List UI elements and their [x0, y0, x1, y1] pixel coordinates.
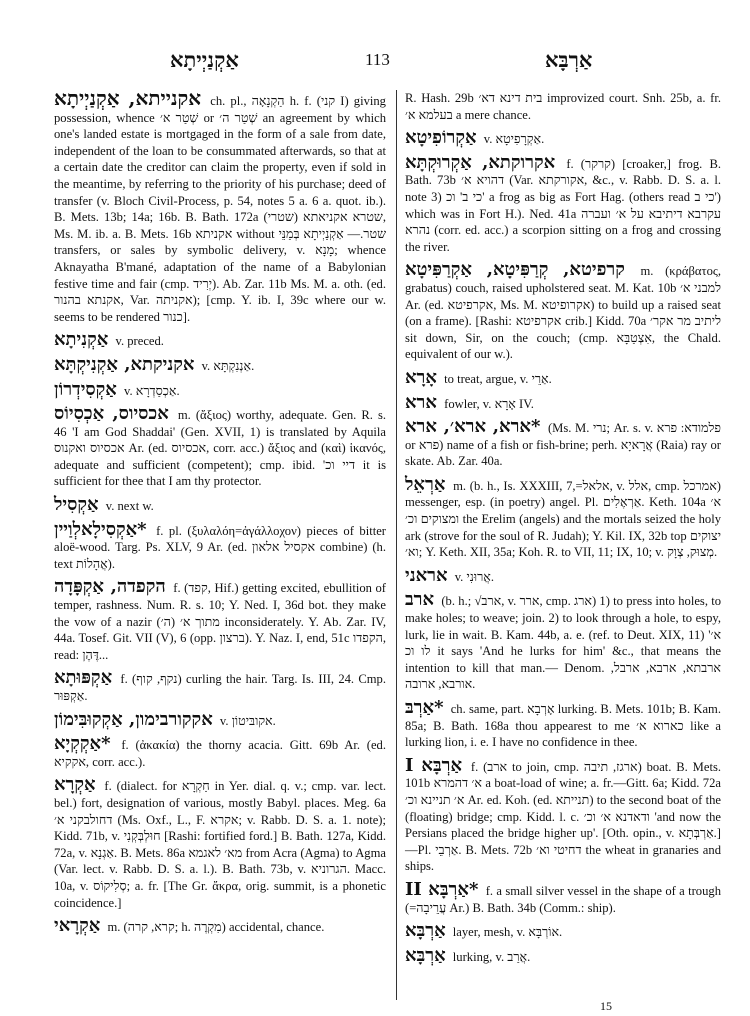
dictionary-entry	[405, 697, 722, 751]
headword: אַקְרָאי	[54, 915, 101, 937]
headword: אַקְרָא	[54, 774, 96, 796]
entry-text: f. (נקף, קוף) curling the hair. Targ. Is. III, 24. Cmp. אַקְפּוּר.	[54, 672, 386, 703]
right-column	[396, 90, 721, 1000]
entry-text: lurking, v. אֲרַב.	[452, 949, 531, 964]
headword: אַקְפּוּתָא	[54, 667, 113, 689]
dictionary-entry	[54, 915, 386, 937]
headword: אַקְנִיתָא	[54, 329, 109, 351]
headword: *אַקְסִילָאלְוַיין	[54, 518, 147, 540]
headword: אקקורבימון, אַקְקוּבִּימוֹן	[54, 708, 213, 730]
entry-text: ch. same, part. אָרְבָא lurking. B. Mets. 101b; B. Kam. 85a; B. Bath. 168a thou appearest to me כארוא א׳ like a lurking lion, i. e. I have no confidence in thee.	[405, 702, 722, 750]
entry-text: v. אֲרוּנִי.	[454, 569, 494, 584]
headword: אכסיוס, אַכְסִיוֹס	[54, 403, 169, 425]
entry-text: f. (dialect. for חַקְרָא in Yer. dial. q. v.; cmp. var. lect. bel.) fort, designation of various, mostly Babyl. places. Meg. 6a דחולבקני א׳ (Ms. Oxf., L., F. אקרא; v. Rabb. D. S. a. 1. note); Kidd. 71b, v. חוּלְבְּקְנִי [Rashi: fortified ford.] B. Bath. 127a, Kidd. 72a, v. אַגְנָא. B. Mets. 86a מא׳ לאגמא from Acra (Agma) to Agma (Var. lect. v. Rabb. D. S. a. l.). B. Bath. 73b, v. הגרוניא. Macc. 10a, v. סְלִיקוֹס; a. fr. [The Gr. ἄκρα, orig. summit, is a phonetic coincidence.]	[54, 779, 387, 910]
headword: אָרָא	[405, 366, 437, 388]
entry-text: m. (קרא, קרה; h. מִקְרֶה) accidental, chance.	[107, 920, 325, 935]
headword: אראני	[405, 564, 448, 586]
dictionary-entry	[54, 667, 386, 704]
headword: קרפיטא, קְרַפִּיטָא, אַקְרַפִּיטָא	[405, 259, 625, 281]
entry-text: v. אַנְנִקְתָּא.	[201, 358, 255, 373]
entry-text: ch. pl., הַקְנָאָה h. f. (קני I) giving possession, whence שְׁטַר א׳ or שְׁטַר ה׳ an agreement by which one's landed estate is mortgaged in the form of a sale from date, independent of the loan to be consummated afterwards, so that at a certain date the creditor can claim the property, even if sold in the meantime, by referring to the priority of his purchase; deed of transfer (v. Bloch Civil-Process, p. 54, notes 5 a. 6 a. quot. ib.). B. Mets. 13b; 14a; 16b. B. Bath. 172a שטרא אקניאתא (שטרי), Ms. M. ib. a. B. Mets. 16b אקניתא without שטר.— אַקְנַיְיתָא בְּמַנֵּי transfers, or sales by symbolic delivery, v. מָנָא; whence Aknayatha B'mané, adaptation of the name of a Babylonian festive time and fair (cmp. יְרִיד). Ab. Zar. 11b Ms. M. a. oth. (ed. אקנתא בהנור, Var. אקניתה); [cmp. Y. ib. I, 39c where our w. seems to be rendered כנור].	[54, 94, 387, 324]
entry-text: f. pl. (ξυλαλόη=ἀγάλλοχον) pieces of bitter aloë-wood. Targ. Ps. XLV, 9 Ar. (ed. אקסיל אלאון combine) (h. text אֲהָלוֹת).	[54, 523, 386, 571]
entry-text: f. (ἀκακία) the thorny acacia. Gitt. 69b Ar. (ed. אקקיא, corr. acc.).	[54, 738, 386, 769]
headword: אַרְאֵל	[405, 473, 446, 495]
headword: *ארא, ארא׳, ארא	[405, 416, 541, 438]
headword: *אַרְבּ	[405, 697, 444, 718]
signature-mark: 15	[600, 999, 612, 1013]
right-guide-word: אַרְבָּא	[545, 48, 593, 72]
dictionary-entry	[54, 576, 387, 663]
dictionary-entry	[405, 127, 721, 149]
headword: אַקְסִידְרוֹן	[54, 378, 117, 400]
entry-text: f. (ארב to join, cmp. ארגז, תיבה) boat. B. Mets. 101b א׳ דהמרא a boat-load of wine; a. fr.—Gitt. 6a; Kidd. 72a א׳ תניינא וכ׳ Ar. ed. Koh. (ed. תנייתא) to the second boat of the (floating) bridge; cmp. Kidd. l. c. ודאדנא א׳ וכ׳ 'and now the Persians placed the bridge higher up'. [Oth. opin., v. אַרְבְּתָא.]—Pl. אַרְבֵי. B. Mets. 72b דחיטי וא׳ the wheat in granaries and ships.	[405, 759, 722, 874]
dictionary-entry	[405, 473, 722, 561]
entry-text: f. (קפד, Hif.) getting excited, ebullition of temper, rashness. Num. R. s. 10; Y. Ned. I, 36d bot. they make the vow of a nazir (ה׳) מתוך א׳ inconsiderately. Y. Ab. Zar. IV, 44a. Tosef. Git. VII (V), 6 (opp. ברצון). Y. Naz. I, end, 51c הקפדו, read: דֶּהֶן...	[54, 581, 387, 662]
headword: אַרְבָּא I	[405, 754, 463, 776]
headword: *אַקְקְיָא	[54, 733, 111, 755]
dictionary-entry	[54, 708, 386, 730]
dictionary-entry	[54, 774, 387, 911]
entry-text: R. Hash. 29b בית דינא דא׳ improvized court. Snh. 25b, a. fr. בעלמא א׳ a mere chance.	[405, 91, 722, 122]
entry-text: (b. h.; √ארב, v. ארר, cmp. ארג) 1) to press into holes, to make holes; to weave; join. 2) to look through a hole, to espy, lurk, lie in wait. B. Kam. 44b, a. e. (ref. to Deut. XIX, 11) 'א׳ לו וכ it says 'And he lurks for him' &c., that means the intention to kill that man.— Denom. ארבתא, ארבא, ארבל, אורבא, ארובה.	[405, 594, 722, 692]
dictionary-entry	[54, 403, 387, 490]
entry-text: f. a small silver vessel in the shape of a trough (=עֲרֵיבָה Ar.) B. Bath. 34b (Comm.: ship).	[405, 883, 721, 915]
dictionary-entry	[405, 151, 722, 256]
dictionary-entry	[405, 589, 722, 693]
headword: ארב	[405, 589, 435, 611]
headword: אַרְבָּא	[405, 920, 446, 942]
entry-text: v. אקובּיטוֹן.	[219, 713, 276, 728]
dictionary-entry	[405, 416, 721, 470]
page-number: 113	[365, 50, 390, 69]
dictionary-entry	[405, 944, 721, 966]
dictionary-entry	[54, 518, 386, 573]
dictionary-entry	[54, 329, 386, 351]
headword: אקנייתא, אַקְנַיְיתָא	[54, 86, 202, 110]
entry-text: layer, mesh, v. אוֹרְבָּא.	[452, 925, 563, 940]
dictionary-entry	[54, 733, 386, 770]
entry-text: (Ms. M. נרי; Ar. s. v. פלמודא: פרא or פרא) name of a fish or fish-brine; perh. אֲרָאיָא (Raia) ray or skate. Ab. Zar. 40a.	[405, 421, 721, 469]
dictionary-entry	[405, 391, 721, 413]
dictionary-entry	[54, 86, 387, 325]
entry-text: v. אַכְסַדְרָא.	[124, 383, 180, 398]
dictionary-entry	[405, 920, 721, 942]
dictionary-entry	[405, 90, 721, 123]
dictionary-entry	[54, 494, 386, 516]
headword: אקרוקתא, אַקְרוּקְתָּא	[405, 151, 556, 173]
entry-text: to treat, argue, v. אַרֵי.	[444, 371, 552, 386]
left-guide-word: אַקְנַיְיתָא	[170, 48, 239, 72]
headword: ארא	[405, 391, 437, 413]
dictionary-entry	[405, 366, 721, 388]
headword: *אַרְבָּא II	[405, 878, 479, 900]
entry-text: m. (b. h., Is. XXXIII, 7,=אלאל, v. אלל, cmp. אמרכל) messenger, esp. (in poetry) angel. Pl. אַרְאֶלִים. Keth. 104a א׳ ומצוקים וכ׳ the Erelim (angels) and the mortals seized the holy ark (strove for the soul of R. Judah); Y. Kil. IX, 32b top יצוקים וא׳; Y. Keth. XII, 35a; Koh. R. to VII, 11; IX, 10; v. מְצוּק, צְוָק.	[405, 478, 722, 560]
entry-text: v. preced.	[115, 334, 164, 349]
headword: הקפדה, אַקְפָּדָה	[54, 576, 166, 598]
dictionary-entry	[54, 378, 386, 400]
dictionary-entry	[405, 878, 721, 916]
dictionary-entry	[405, 754, 722, 875]
left-column	[54, 86, 387, 943]
entry-text: m. (κράβατος, grabatus) couch, raised upholstered seat. M. Kat. 10b למבני א׳ Ar. (ed. אקרפיטא, Ms. M. אקרופיטא) to build up a raised seat (on a frame). [Rashi: אקרפיטא crib.] Kidd. 70a ליתיב מר אקר׳ sit down, Sir, on the couch; (cmp. אִצְטַבָּא, the Chald. equivalent of our w.).	[405, 264, 722, 362]
headword: אַרְבָּא	[405, 944, 446, 966]
headword: אַקְסִיל	[54, 494, 99, 516]
entry-text: f. (קרקר) [croaker,] frog. B. Bath. 73b דהויא א׳ (Var. אקורקתא, &c., v. Rabb. D. S. a. l. note 3) כי ב' וכ' a frog as big as Fort Hag. (others read כי ב') which was in Fort H.). Ned. 41a עקרבא דיתיבא על א׳ ועברה נהרא (corr. ed. acc.) a scorpion sitting on a frog and crossing the river.	[405, 156, 722, 254]
page-header	[0, 48, 750, 78]
entry-text: m. (ἄξιος) worthy, adequate. Gen. R. s. 46 'I am God Shaddai' (Gen. XVII, 1) is translated by Aquila אכסיוס ואקנוס Ar. (ed. אכסיוס, corr. acc.) ἄξιος and (καὶ) ἱκανός, adequate and sufficient (competent); cmp. ibid. 'דיי וכ it is sufficient for thee that I am thy protector.	[54, 408, 387, 489]
dictionary-entry	[405, 259, 722, 363]
dictionary-entry	[54, 353, 386, 375]
entry-text: fowler, v. אָרָא IV.	[444, 396, 534, 411]
entry-text: v. אַקְרָפִיטָא.	[483, 132, 545, 147]
headword: אקניקתא, אַקְנִיקְתָּא	[54, 353, 195, 375]
entry-text: v. next w.	[105, 499, 154, 514]
headword: אַקְרוֹפִיטָא	[405, 127, 477, 149]
dictionary-entry	[405, 564, 721, 586]
